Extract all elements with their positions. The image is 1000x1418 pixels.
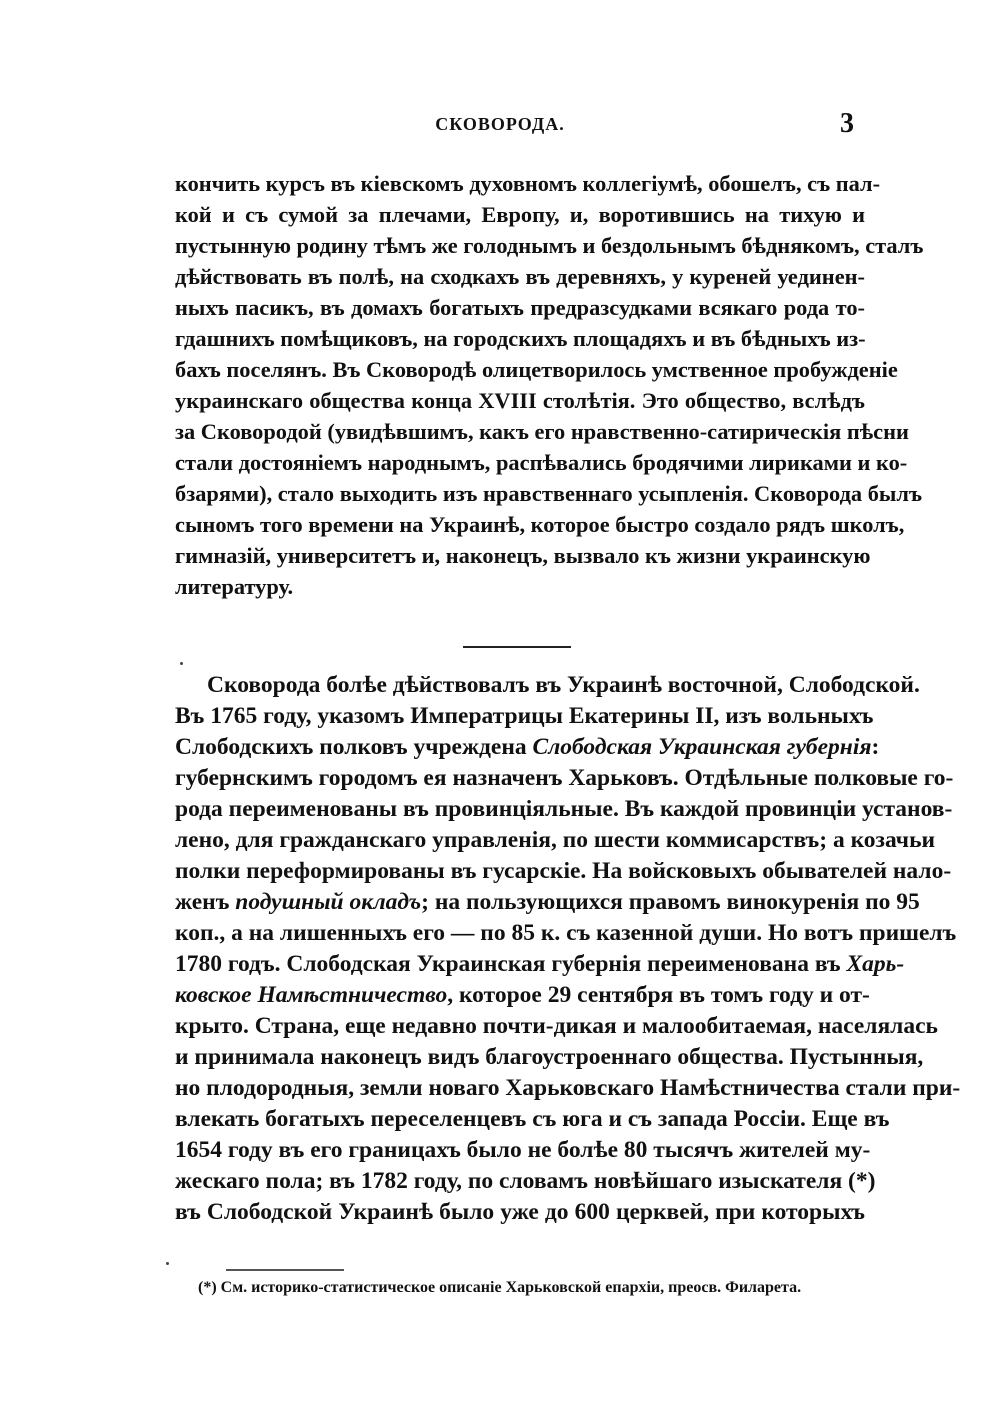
text-line [175, 763, 954, 794]
text-line [175, 1073, 961, 1104]
text-line [175, 670, 920, 701]
italic-term: подушный окладъ [235, 889, 422, 915]
text-segment: : [871, 734, 880, 760]
text-line [175, 1166, 876, 1197]
text-segment: въ Слободской Украинѣ было уже до 600 церквей, при которыхъ [175, 1199, 865, 1225]
text-segment: 1654 году въ его границахъ было не болѣе 80 тысячъ жителей му- [175, 1137, 871, 1163]
text-line: сыномъ того времени на Украинѣ, которое быстро создало рядъ школъ, [175, 512, 905, 537]
print-speck [166, 1262, 169, 1265]
text-line [175, 794, 953, 825]
text-line [175, 1135, 871, 1166]
footnote: (*) См. историко-статистическое описаніе Харьковской епархіи, преосв. Филарета. [198, 1279, 802, 1296]
text-segment: 1780 годъ. Слободская Украинская губернія переименована въ [175, 951, 847, 977]
text-segment: рода переименованы въ провинціяльные. Въ каждой провинціи установ- [175, 796, 953, 822]
text-segment: но плодородныя, земли новаго Харьковскаго Намѣстничества стали при- [175, 1075, 961, 1101]
text-line: кончить курсъ въ кіевскомъ духовномъ коллегіумѣ, обошелъ, съ пал- [175, 171, 881, 196]
text-line [175, 732, 880, 763]
text-line: гдашнихъ помѣщиковъ, на городскихъ площадяхъ и въ бѣдныхъ из- [175, 326, 866, 351]
footnote-rule [226, 1269, 344, 1271]
text-line: гимназій, университетъ и, наконецъ, вызвало къ жизни украинскую [175, 543, 871, 568]
text-segment: и принимала наконецъ видъ благоустроеннаго общества. Пустынныя, [175, 1044, 924, 1070]
text-line: бзарями), стало выходить изъ нравственнаго усыпленія. Сковорода былъ [175, 481, 923, 506]
running-header: СКОВОРОДА. [435, 114, 565, 134]
text-segment: женъ [175, 889, 236, 915]
text-line [175, 980, 870, 1011]
text-line [175, 825, 936, 856]
text-segment: коп., а на лишенныхъ его — по 85 к. съ казенной души. Но вотъ пришелъ [175, 920, 957, 946]
text-line [175, 856, 952, 887]
text-line [175, 918, 957, 949]
text-line: литературу. [175, 574, 294, 599]
text-line: ныхъ пасикъ, въ домахъ богатыхъ предразсудками всякаго рода то- [175, 295, 865, 320]
paragraph-2 [175, 670, 961, 1228]
text-line: кой и съ сумой за плечами, Европу, и, воротившись на тихую и [175, 202, 865, 227]
text-line: дѣйствовать въ полѣ, на сходкахъ въ деревняхъ, у куреней уединен- [175, 264, 865, 289]
text-segment: Сковорода болѣе дѣйствовалъ въ Украинѣ восточной, Слободской. [207, 672, 920, 698]
text-line: украинскаго общества конца XVIII столѣтія. Это общество, вслѣдъ [175, 388, 865, 413]
text-line: бахъ поселянъ. Въ Сковородѣ олицетворилось умственное пробужденіе [175, 357, 898, 382]
page-number: 3 [840, 108, 854, 139]
italic-term: Слободская Украинская губернія [532, 734, 872, 760]
text-line [175, 1011, 938, 1042]
text-line: стали достояніемъ народнымъ, распѣвались бродячими лириками и ко- [175, 450, 908, 475]
paragraph-1 [175, 168, 924, 602]
text-line [175, 1104, 890, 1135]
text-line [175, 949, 905, 980]
text-segment: Въ 1765 году, указомъ Императрицы Екатерины II, изъ вольныхъ [175, 703, 874, 729]
text-line: пустынную родину тѣмъ же голоднымъ и бездольнымъ бѣднякомъ, сталъ [175, 233, 924, 258]
text-segment: губернскимъ городомъ ея назначенъ Харьковъ. Отдѣльные полковые го- [175, 765, 954, 791]
italic-term: ковское Намѣстничество [175, 982, 448, 1008]
italic-term: Харь- [846, 951, 905, 977]
section-divider [463, 646, 571, 648]
text-line [175, 701, 874, 732]
text-segment: крыто. Страна, еще недавно почти-дикая и малообитаемая, населялась [175, 1013, 938, 1039]
print-speck [180, 662, 183, 665]
text-segment: полки переформированы въ гусарскіе. На войсковыхъ обывателей нало- [175, 858, 952, 884]
text-line [175, 1042, 924, 1073]
text-segment: жескаго пола; въ 1782 году, по словамъ новѣйшаго изыскателя (*) [175, 1168, 876, 1194]
text-line: за Сковородой (увидѣвшимъ, какъ его нравственно-сатирическія пѣсни [175, 419, 909, 444]
text-segment: Слободскихъ полковъ учреждена [175, 734, 533, 760]
text-segment: ; на пользующихся правомъ винокуренія по 95 [421, 889, 920, 915]
text-line [175, 1197, 865, 1228]
text-segment: , которое 29 сентября въ томъ году и от- [447, 982, 870, 1008]
text-segment: лено, для гражданскаго управленія, по шести коммисарствъ; а козачьи [175, 827, 936, 853]
text-segment: влекать богатыхъ переселенцевъ съ юга и съ запада Россіи. Еще въ [175, 1106, 890, 1132]
text-line [175, 887, 920, 918]
